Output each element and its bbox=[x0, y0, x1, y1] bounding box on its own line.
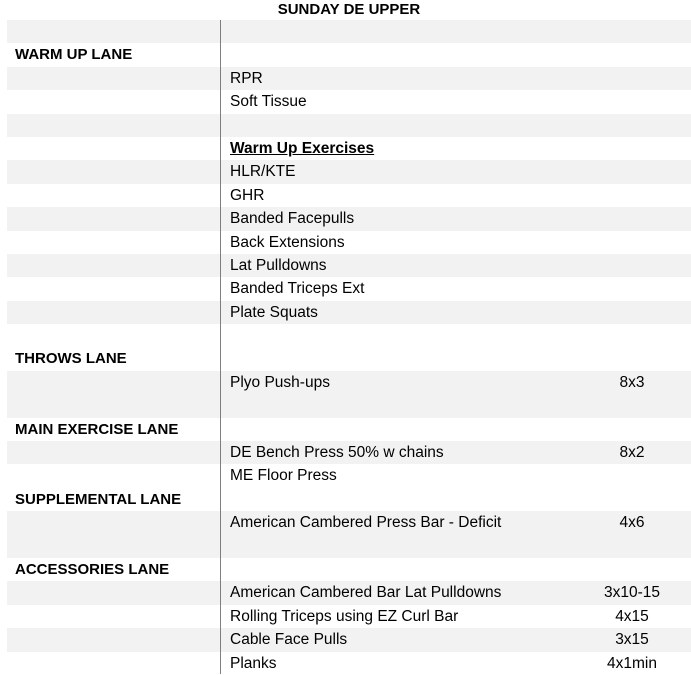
exercise-name: Lat Pulldowns bbox=[230, 256, 327, 274]
sets-reps: 4x1min bbox=[607, 654, 657, 672]
exercise-name: DE Bench Press 50% w chains bbox=[230, 444, 444, 462]
lane-row bbox=[7, 558, 691, 581]
exercise-name: ME Floor Press bbox=[230, 467, 337, 485]
column-divider bbox=[220, 20, 221, 674]
exercise-name: Banded Triceps Ext bbox=[230, 280, 365, 298]
lane-label: MAIN EXERCISE LANE bbox=[15, 420, 179, 438]
exercise-name: RPR bbox=[230, 69, 263, 87]
exercise-name: Back Extensions bbox=[230, 233, 345, 251]
exercise-name: Rolling Triceps using EZ Curl Bar bbox=[230, 607, 459, 625]
table-row bbox=[7, 581, 691, 604]
table-row bbox=[7, 90, 691, 113]
table-row bbox=[7, 277, 691, 300]
lane-row bbox=[7, 418, 691, 441]
lane-label: SUPPLEMENTAL LANE bbox=[15, 490, 182, 508]
table-row bbox=[7, 371, 691, 394]
exercise-name: Planks bbox=[230, 654, 277, 672]
table-row bbox=[7, 628, 691, 651]
exercise-name: Cable Face Pulls bbox=[230, 631, 348, 649]
section-heading: Warm Up Exercises bbox=[230, 139, 375, 157]
table-row bbox=[7, 511, 691, 534]
table-row bbox=[7, 652, 691, 675]
table-row bbox=[7, 207, 691, 230]
table-row bbox=[7, 67, 691, 90]
table-row bbox=[7, 137, 691, 160]
sets-reps: 8x3 bbox=[619, 373, 645, 391]
lane-row bbox=[7, 488, 691, 511]
exercise-name: HLR/KTE bbox=[230, 163, 296, 181]
exercise-name: American Cambered Bar Lat Pulldowns bbox=[230, 584, 502, 602]
sheet-title: SUNDAY DE UPPER bbox=[277, 1, 421, 18]
lane-row bbox=[7, 347, 691, 370]
sets-reps: 3x10-15 bbox=[603, 584, 660, 602]
table-row bbox=[7, 605, 691, 628]
table-row bbox=[7, 324, 691, 347]
sets-reps: 8x2 bbox=[619, 444, 645, 462]
table-row bbox=[7, 535, 691, 558]
table-row bbox=[7, 20, 691, 43]
table-row bbox=[7, 160, 691, 183]
exercise-name: GHR bbox=[230, 186, 265, 204]
exercise-name: Plyo Push-ups bbox=[230, 373, 330, 391]
lane-label: WARM UP LANE bbox=[15, 46, 133, 64]
table-row bbox=[7, 464, 691, 487]
exercise-name: American Cambered Press Bar - Deficit bbox=[230, 514, 502, 532]
table-row bbox=[7, 301, 691, 324]
table-row bbox=[7, 441, 691, 464]
table-row bbox=[7, 231, 691, 254]
table-row bbox=[7, 184, 691, 207]
exercise-name: Banded Facepulls bbox=[230, 210, 355, 228]
table-row bbox=[7, 254, 691, 277]
table-row bbox=[7, 114, 691, 137]
exercise-name: Plate Squats bbox=[230, 303, 318, 321]
exercise-name: Soft Tissue bbox=[230, 93, 307, 111]
lane-row bbox=[7, 43, 691, 66]
lane-label: THROWS LANE bbox=[15, 350, 127, 368]
lane-label: ACCESSORIES LANE bbox=[15, 560, 170, 578]
table-row bbox=[7, 394, 691, 417]
sets-reps: 3x15 bbox=[615, 631, 649, 649]
workout-table bbox=[7, 20, 691, 675]
sets-reps: 4x15 bbox=[615, 607, 649, 625]
sets-reps: 4x6 bbox=[619, 514, 645, 532]
